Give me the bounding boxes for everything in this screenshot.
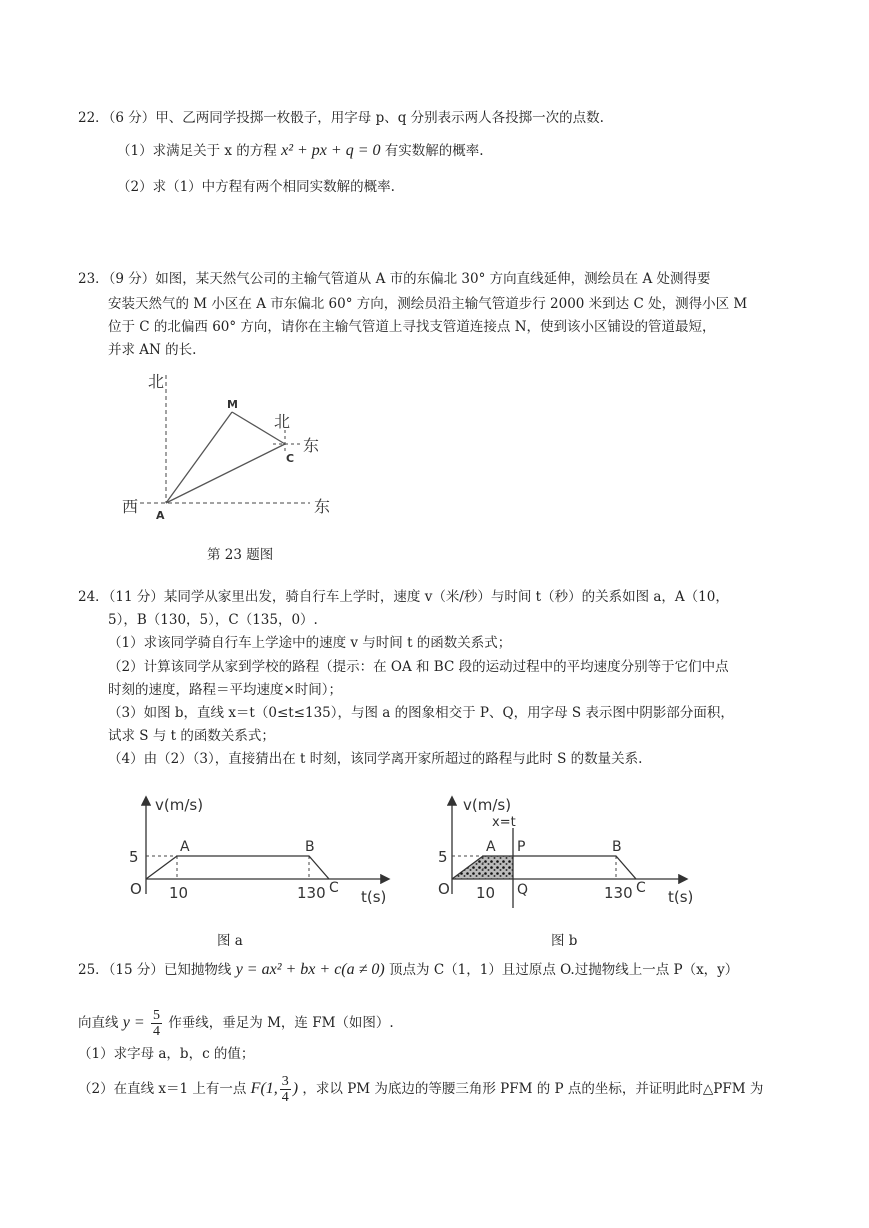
q25-parabola-equation: y = ax² + bx + c(a ≠ 0) [235, 961, 385, 978]
label-a: A [156, 509, 165, 522]
tick-10-b: 10 [476, 884, 496, 902]
label-east: 东 [314, 497, 331, 516]
fraction-five-fourths [151, 1008, 162, 1039]
tick-5-a: 5 [129, 848, 139, 866]
tick-130-a: 130 [297, 884, 326, 902]
fraction-numerator: 5 [153, 1008, 160, 1023]
tick-5-b: 5 [438, 848, 448, 866]
label-west: 西 [122, 497, 139, 516]
label-north: 北 [148, 372, 165, 391]
tick-10-a: 10 [169, 884, 189, 902]
q24-line4: （2）计算该同学从家到学校的路程（提示：在 OA 和 BC 段的运动过程中的平均速度分别等于它们中点 [108, 659, 729, 675]
q25-part2-pre: （2）在直线 x＝1 上有一点 [78, 1081, 247, 1097]
label-p-b: P [517, 839, 526, 855]
label-north-c: 北 [274, 412, 291, 431]
q23-line2: 安装天然气的 M 小区在 A 市东偏北 60° 方向，测绘员沿主输气管道步行 2000 米到达 C 处，测得小区 M [108, 296, 748, 312]
q22-part1-pre: （1）求满足关于 x 的方程 [117, 143, 277, 159]
q23-line4: 并求 AN 的长. [108, 342, 197, 358]
q24-line6: （3）如图 b，直线 x＝t（0≤t≤135），与图 a 的图象相交于 P、Q，用字母 S 表示图中阴影部分面积， [108, 705, 734, 721]
fraction-numerator: 3 [281, 1074, 289, 1089]
label-east-c: 东 [303, 436, 320, 455]
ylabel-a: v(m/s) [155, 796, 204, 814]
q25-line1-post: 顶点为 C（1，1）且过原点 O.过抛物线上一点 P（x，y） [389, 962, 739, 978]
tick-130-b: 130 [604, 884, 633, 902]
label-a-b: A [486, 839, 496, 855]
label-b-a: B [305, 839, 315, 855]
q24-figure-b [418, 788, 708, 918]
segment-ac [166, 444, 285, 503]
label-m: M [227, 398, 238, 411]
q25-line2-post: 作垂线，垂足为 M，连 FM（如图）. [168, 1015, 394, 1031]
q25-line1 [78, 960, 738, 980]
q25-part2 [78, 1072, 763, 1106]
q24-line1: 24．（11 分）某同学从家里出发，骑自行车上学时，速度 v（米/秒）与时间 t（秒）的关系如图 a，A（10， [78, 589, 729, 605]
fraction-three-fourths [280, 1074, 291, 1105]
q25-line2 [78, 1006, 394, 1040]
label-c-a: C [329, 880, 339, 896]
q23-figure-caption: 第 23 题图 [207, 547, 274, 563]
xlabel-a: t(s) [361, 888, 387, 906]
xlabel-b: t(s) [668, 888, 694, 906]
q25-line1-pre: 25．（15 分）已知抛物线 [78, 962, 232, 978]
origin-a: O [130, 880, 142, 898]
q24-line2: 5），B（130，5），C（135，0）. [108, 612, 318, 628]
q22-equation: x² + px + q = 0 [281, 142, 381, 159]
origin-b: O [438, 880, 450, 898]
fraction-denominator: 4 [281, 1090, 289, 1105]
label-q-b: Q [517, 882, 529, 898]
q22-part2: （2）求（1）中方程有两个相同实数解的概率. [117, 179, 395, 195]
label-line-b: x=t [492, 815, 516, 830]
q23-figure [110, 365, 350, 525]
graph-a [146, 856, 329, 879]
q25-part2-post: ，求以 PM 为底边的等腰三角形 PFM 的 P 点的坐标，并证明此时△PFM 为 [302, 1081, 764, 1097]
q25-point-f: F(1, [250, 1080, 278, 1097]
q24-line5: 时刻的速度，路程＝平均速度×时间）； [108, 682, 343, 698]
ylabel-b: v(m/s) [463, 796, 512, 814]
label-c: C [286, 452, 295, 465]
q24-figure-a-caption: 图 a [217, 933, 243, 949]
q22-part1-post: 有实数解的概率. [384, 143, 484, 159]
q25-line2-y: y = [122, 1014, 145, 1031]
q25-point-f-close: ) [292, 1080, 299, 1097]
q25-line2-pre: 向直线 [78, 1015, 119, 1031]
q24-line7: 试求 S 与 t 的函数关系式； [108, 728, 275, 744]
label-c-b: C [636, 880, 646, 896]
q24-line8: （4）由（2）（3），直接猜出在 t 时刻，该同学离开家所超过的路程与此时 S 的数量关系. [108, 751, 643, 767]
label-b-b: B [612, 839, 622, 855]
q25-part1: （1）求字母 a，b，c 的值； [78, 1046, 255, 1062]
q24-line3: （1）求该同学骑自行车上学途中的速度 v 与时间 t 的函数关系式； [108, 635, 512, 651]
segment-am [166, 412, 232, 503]
fraction-denominator: 4 [153, 1024, 160, 1039]
label-a-a: A [180, 839, 190, 855]
q22-part1 [117, 141, 484, 161]
q24-figure-a [125, 788, 405, 918]
q23-line3: 位于 C 的北偏西 60° 方向，请你在主输气管道上寻找支管道连接点 N，使到该小区铺设的管道最短， [108, 319, 716, 335]
q24-figure-b-caption: 图 b [551, 933, 578, 949]
q23-line1: 23．（9 分）如图，某天然气公司的主输气管道从 A 市的东偏北 30° 方向直线延伸，测绘员在 A 处测得要 [78, 271, 711, 287]
q22-stem: 22．（6 分）甲、乙两同学投掷一枚骰子，用字母 p、q 分别表示两人各投掷一次的点数. [78, 110, 604, 126]
